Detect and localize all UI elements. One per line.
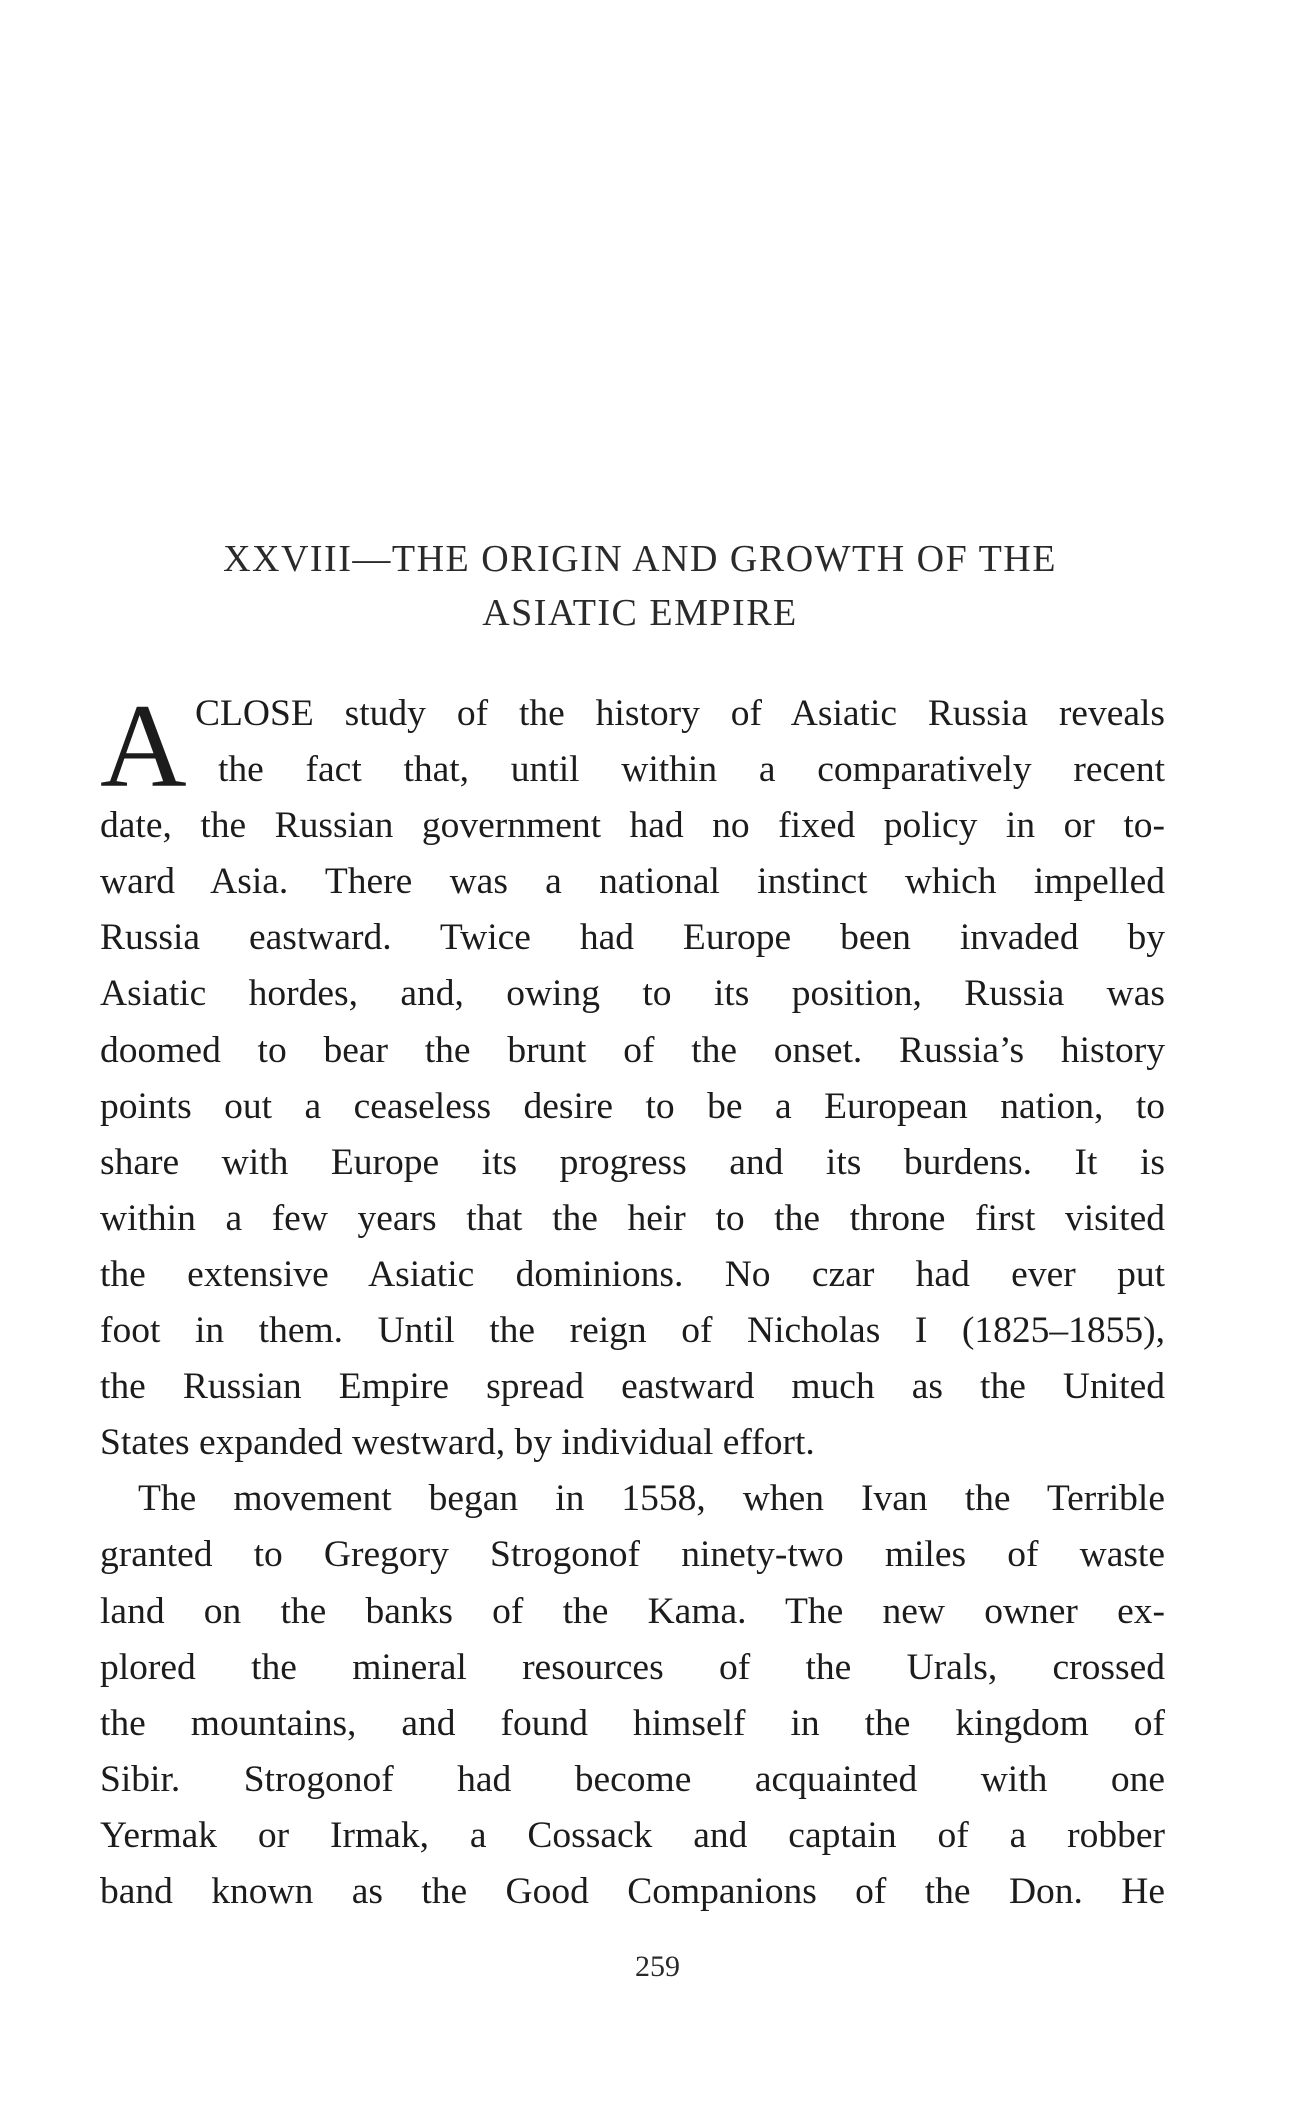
text-line: the Russian Empire spread eastward much as the United	[100, 1366, 1165, 1408]
text-line: ward Asia. There was a national instinct which impelled	[100, 861, 1165, 903]
text-line: the extensive Asiatic dominions. No czar had ever put	[100, 1253, 1165, 1295]
body-text	[100, 679, 1165, 1920]
chapter-title-line-2: ASIATIC EMPIRE	[482, 592, 798, 634]
text-line: CLOSE study of the history of Asiatic Russia reveals	[195, 693, 1165, 734]
drop-cap: A	[100, 679, 187, 812]
text-line: Asiatic hordes, and, owing to its position, Russia was	[100, 973, 1165, 1015]
text-line: Russia eastward. Twice had Europe been invaded by	[100, 917, 1165, 959]
text-line: States expanded westward, by individual effort.	[100, 1422, 815, 1464]
text-line: plored the mineral resources of the Urals, crossed	[100, 1646, 1165, 1688]
text-line: the fact that, until within a comparatively recent	[218, 749, 1165, 791]
text-line: the mountains, and found himself in the kingdom of	[100, 1702, 1165, 1744]
text-line: Sibir. Strogonof had become acquainted with one	[100, 1758, 1165, 1800]
text-line: Yermak or Irmak, a Cossack and captain of a robber	[100, 1814, 1165, 1856]
text-line: share with Europe its progress and its burdens. It is	[100, 1141, 1165, 1183]
text-line: land on the banks of the Kama. The new owner ex-	[100, 1590, 1165, 1632]
text-line: within a few years that the heir to the throne first visited	[100, 1197, 1165, 1239]
page-number: 259	[635, 1950, 680, 1983]
chapter-title-line-1: XXVIII—THE ORIGIN AND GROWTH OF THE	[223, 538, 1057, 580]
text-line: points out a ceaseless desire to be a European nation, to	[100, 1085, 1165, 1127]
text-line: granted to Gregory Strogonof ninety-two miles of waste	[100, 1534, 1165, 1576]
text-line: The movement began in 1558, when Ivan the Terrible	[138, 1478, 1165, 1520]
text-line: date, the Russian government had no fixed policy in or to-	[100, 805, 1165, 847]
text-line: doomed to bear the brunt of the onset. Russia’s history	[100, 1029, 1165, 1071]
text-line: band known as the Good Companions of the Don. He	[100, 1870, 1165, 1912]
text-line: foot in them. Until the reign of Nicholas I (1825–1855),	[100, 1310, 1165, 1352]
